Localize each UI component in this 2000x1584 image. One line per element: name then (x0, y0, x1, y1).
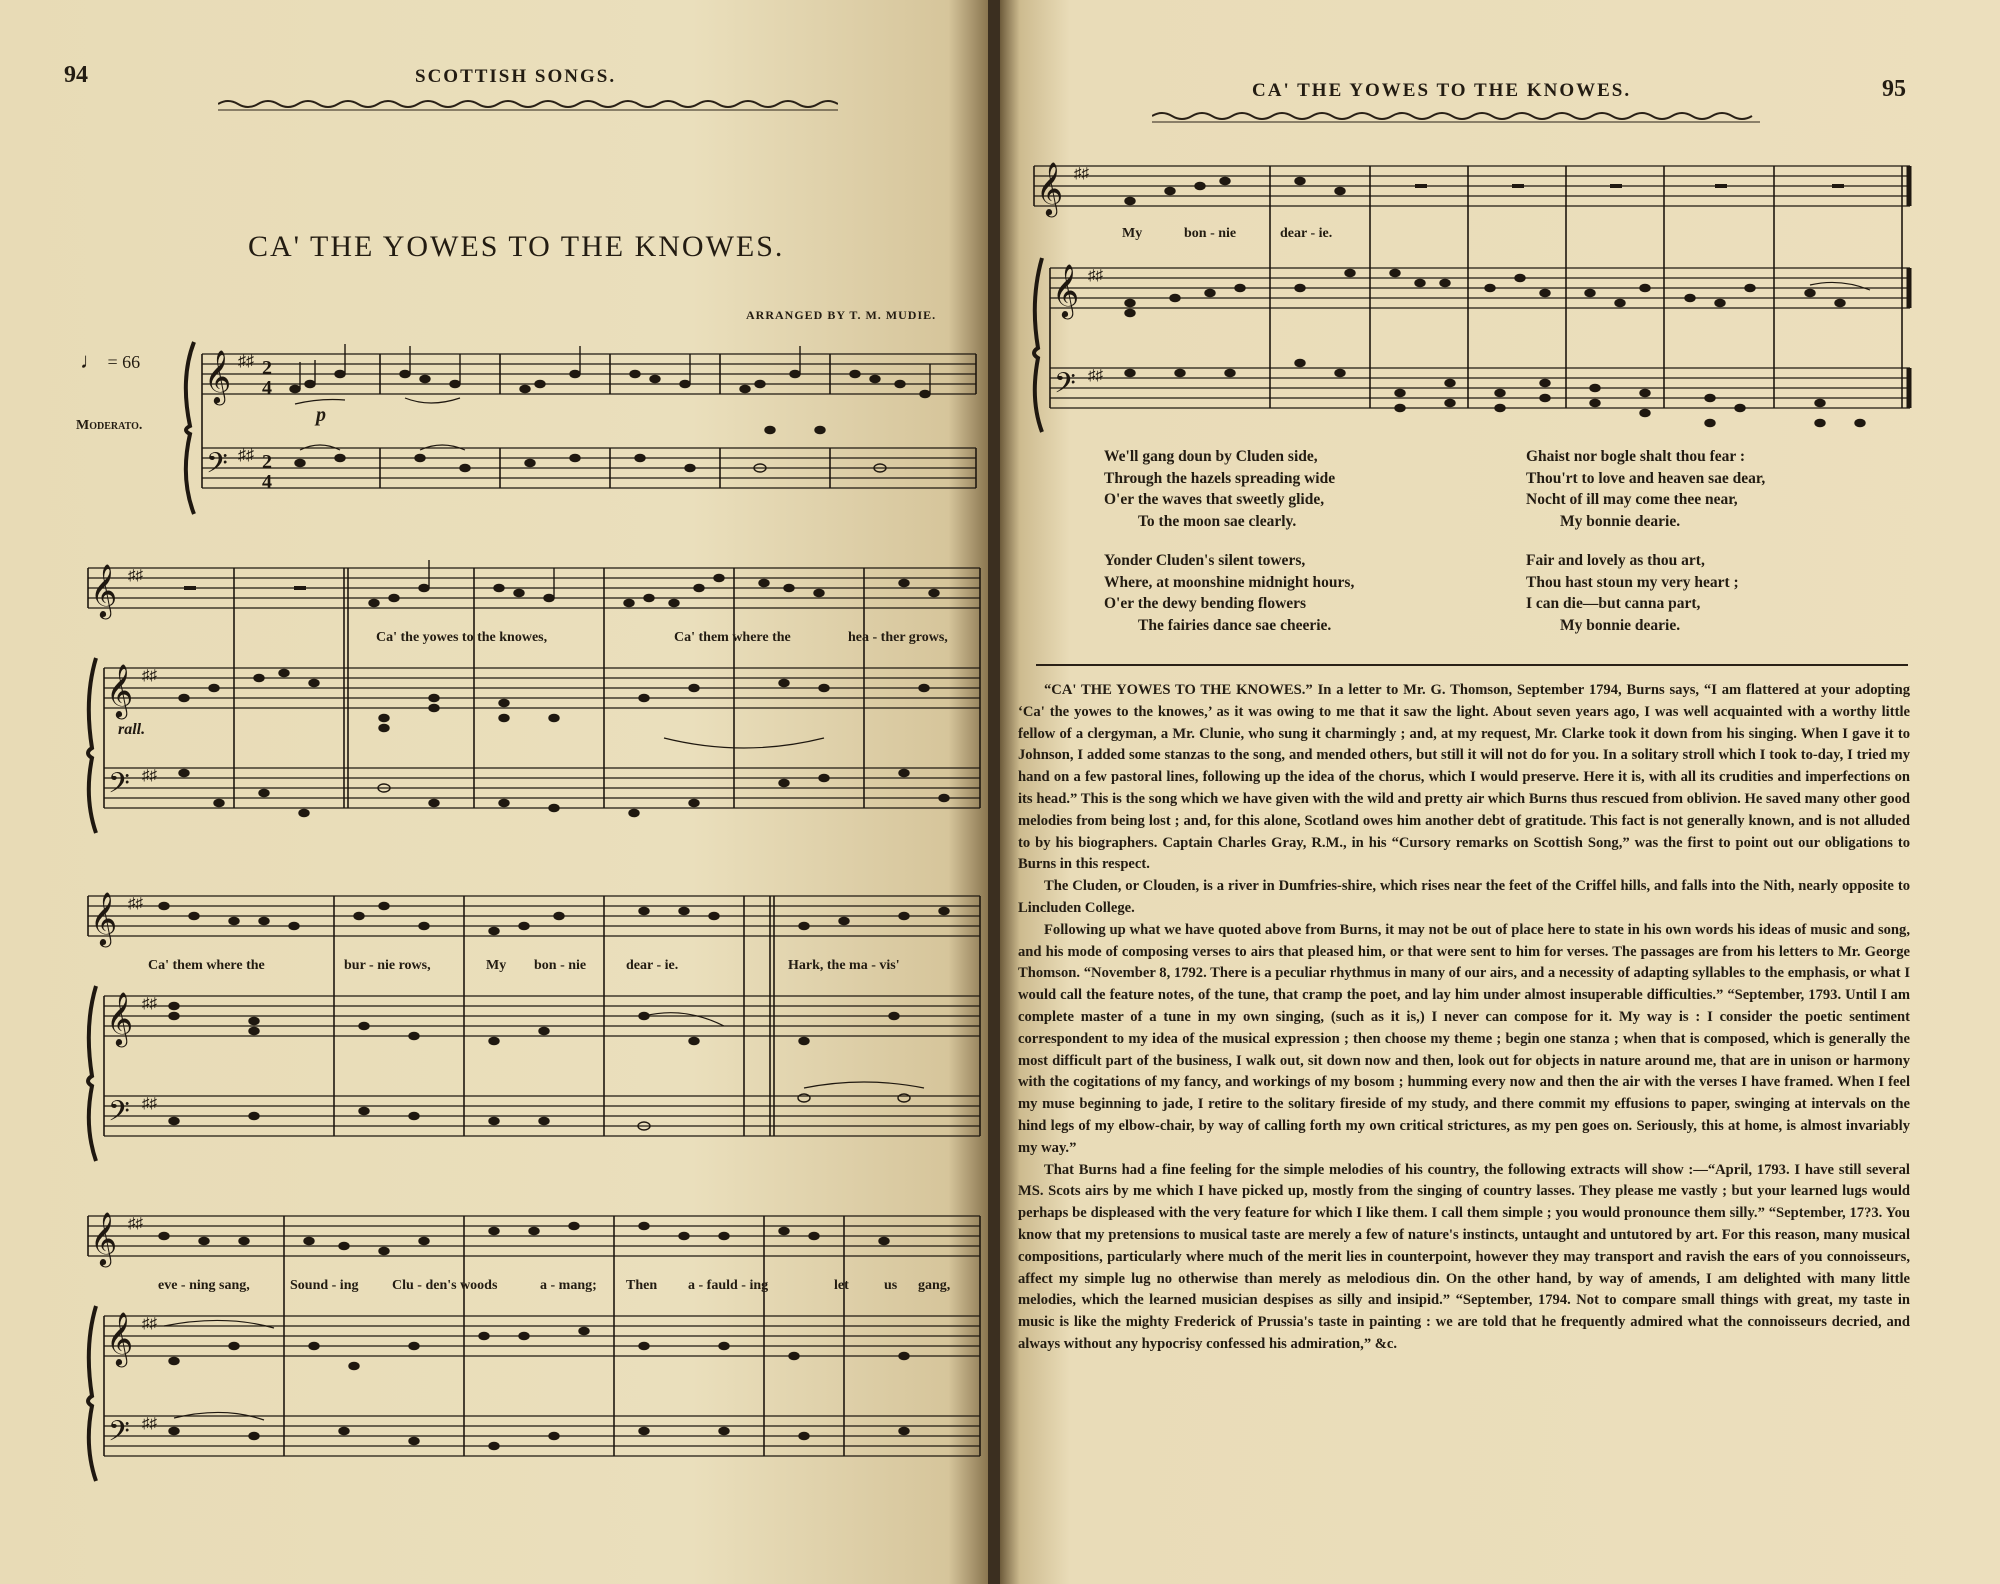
lyric-line: bur - nie rows, (344, 958, 431, 973)
metronome-marking: ♩ = 66 (80, 348, 141, 373)
bass-staff (202, 448, 976, 488)
lyric-line: Hark, the ma - vis' (788, 958, 900, 973)
svg-text:♯♯: ♯♯ (128, 568, 143, 584)
svg-text:2: 2 (262, 451, 272, 473)
lyric-line: Sound - ing (290, 1278, 359, 1293)
running-head: SCOTTISH SONGS. (415, 66, 617, 87)
lyric-line: Ca' them where the (148, 958, 265, 973)
book-gutter (988, 0, 1000, 1584)
page-number: 94 (64, 62, 88, 88)
key-signature: ♯♯ (238, 353, 254, 370)
svg-text:4: 4 (262, 377, 272, 399)
brace (1034, 258, 1042, 432)
bass-clef-icon: 𝄢 (206, 447, 228, 487)
left-page (0, 0, 988, 1584)
bass-clef-icon: 𝄢 (108, 1095, 130, 1135)
lyric-line: bon - nie (534, 958, 587, 973)
verse-column-right (1526, 446, 1906, 636)
verse-stanza: We'll gang doun by Cluden side, Through the hazels spreading wide O'er the waves that sweetly glide, To the moon sae clearly. (1104, 448, 1336, 530)
treble-clef-icon: 𝄞 (106, 663, 134, 717)
svg-text:♯♯: ♯♯ (142, 996, 157, 1012)
key-signature: ♯♯ (238, 447, 254, 464)
brace (88, 986, 96, 1161)
svg-text:♯♯: ♯♯ (1088, 368, 1103, 384)
time-signature: 2 (262, 357, 272, 379)
lyric-line: a - mang; (540, 1278, 597, 1293)
brace (88, 658, 96, 833)
commentary-paragraph: Following up what we have quoted above from Burns, it may not be out of place here to state in his own words his ideas of music and song, and his mode of composing verses to airs that pleased him, or that were sent to him for verses. The passages are from his letters to Mr. George Thomson. “November 8, 1792. There is a peculiar rhythmus in many of our airs, and a necessity of adapting syllables to the emphasis, or what I would call the feature notes, of the tune, that cramp the poet, and lay him under almost insuperable difficulties.” “September, 1793. Until I am complete master of a tune in my own singing, (such as it is,) I never can compose for it. My way is : I consider the poetic sentiment correspondent to my idea of the musical expression ; then choose my theme ; begin one stanza ; when that is composed, which is generally the most difficult part of the business, I walk out, sit down now and then, look out for objects in nature around me, that are in unison or harmony with the cogitations of my fancy, and workings of my bosom ; humming every now and then the air with the verses I have framed. When I feel my muse beginning to jade, I retire to the solitary fireside of my study, and there commit my effusions to paper, swinging at intervals on the hind legs of my elbow-chair, by way of calling forth my own critical strictures, as my pen goes on. Seriously, this at home, is almost invariably my way.” (1018, 921, 1910, 1156)
svg-text:♯♯: ♯♯ (142, 668, 157, 684)
brace (88, 1306, 96, 1481)
commentary-text (1018, 680, 1910, 1356)
arranger-credit: ARRANGED BY T. M. MUDIE. (746, 308, 937, 322)
decorative-rule (1152, 110, 1760, 124)
commentary-paragraph: The Cluden, or Clouden, is a river in Dumfries-shire, which rises near the feet of the Criffel hills, and falls into the Nith, nearly opposite to Lincluden College. (1018, 878, 1910, 916)
music-system-4 (84, 1196, 984, 1486)
lyric-line: hea - ther grows, (848, 630, 948, 645)
voice-staff (88, 568, 980, 608)
lyric-line: Clu - den's woods (392, 1278, 498, 1293)
svg-text:♯♯: ♯♯ (142, 768, 157, 784)
dynamic-marking: p (316, 404, 326, 426)
treble-clef-icon: 𝄞 (90, 1211, 118, 1265)
tempo-marking: Moderato. (76, 418, 143, 433)
treble-clef-icon: 𝄞 (204, 349, 232, 403)
svg-text:4: 4 (262, 471, 272, 493)
lyric-line: Ca' the yowes to the knowes, (376, 630, 548, 645)
treble-clef-icon: 𝄞 (90, 563, 118, 617)
lyric-line: us (884, 1278, 898, 1293)
barlines (1034, 166, 1902, 408)
section-divider (1036, 664, 1908, 666)
lyric-line: dear - ie. (1280, 226, 1333, 241)
lyric-line: Ca' them where the (674, 630, 791, 645)
lyric-line: Then (626, 1278, 658, 1293)
quarter-note-icon: ♩ (80, 348, 102, 373)
commentary-paragraph: “CA' THE YOWES TO THE KNOWES.” In a letter to Mr. G. Thomson, September 1794, Burns says, “I am flattered at your adopting ‘Ca' the yowes to the knowes,’ as it was owing to me that it saw the light. About seven years ago, I was well acquainted with a worthy little fellow of a clergyman, a Mr. Clunie, who sung it charmingly ; and, at my request, Mr. Clarke took it down from his singing. When I gave it to Johnson, I added some stanzas to the song, and mended others, but still it will not do for you. In a solitary stroll which I took to-day, I tried my hand on a few pastoral lines, following up the idea of the chorus, which I would preserve. Here it is, with all its crudities and imperfections on its head.” This is the song which we have given with the wild and pretty air which Burns thus rescued from oblivion. He saved many other good melodies from being lost ; and, for this alone, Scotland owes him another debt of gratitude. This fact is not generally known, and is not alluded to by his biographers. Captain Charles Gray, R.M., in his “Cursory remarks on Scottish Song,” was the first to point out our obligations to Burns in this respect. (1018, 682, 1910, 873)
verse-column-left (1104, 446, 1484, 636)
bass-clef-icon: 𝄢 (108, 1415, 130, 1455)
music-system-5 (1020, 140, 1920, 440)
right-page (1000, 0, 2000, 1584)
music-system-3 (84, 876, 984, 1166)
verse-stanza: Ghaist nor bogle shalt thou fear : Thou'rt to love and heaven sae dear, Nocht of ill may come thee near, My bonnie dearie. (1526, 448, 1766, 530)
page-number: 95 (1882, 76, 1906, 102)
lyric-line: My (1122, 226, 1143, 241)
svg-text:♯♯: ♯♯ (142, 1096, 157, 1112)
music-system-2 (84, 548, 984, 838)
lyric-line: dear - ie. (626, 958, 679, 973)
treble-clef-icon: 𝄞 (106, 1311, 134, 1365)
running-head: CA' THE YOWES TO THE KNOWES. (1252, 80, 1632, 101)
commentary-paragraph: That Burns had a fine feeling for the simple melodies of his country, the following extracts will show :—“April, 1793. I have still several MS. Scots airs by me which I have picked up, mostly from the singing of country lasses. They please me vastly ; but your learned lugs would perhaps be displeased with the very feature for which I like them. I call them simple ; you would pronounce them silly.” “September, 17?3. You know that my pretensions to musical taste are merely a few of nature's instincts, untaught and untutored by art. For this reason, many musical compositions, particularly where much of the merit lies in counterpoint, however they may transport and ravish the ears of you connoisseurs, affect my simple lug no otherwise than merely as melodious din. On the other hand, by way of amends, I am delighted with many little melodies, which the learned musician despises as silly and insipid.” “September, 1794. Not to compare small things with great, my taste in music is like the mighty Frederick of Prussia's taste in painting : we are told that he frequently admired what the connoisseurs decried, and always without any hypocrisy confessed his admiration,” &c. (1018, 1161, 1910, 1352)
lyric-line: bon - nie (1184, 226, 1237, 241)
treble-clef-icon: 𝄞 (106, 991, 134, 1045)
verse-stanza: Yonder Cluden's silent towers, Where, at moonshine midnight hours, O'er the dewy bending flowers The fairies dance sae cheerie. (1104, 552, 1355, 634)
treble-clef-icon: 𝄞 (1036, 161, 1064, 215)
lyric-line: let (834, 1278, 849, 1293)
music-system-1 (180, 338, 980, 518)
svg-text:♯♯: ♯♯ (142, 1316, 157, 1332)
song-title: CA' THE YOWES TO THE KNOWES. (248, 230, 785, 263)
verse-stanza: Fair and lovely as thou art, Thou hast stoun my very heart ; I can die—but canna part, My bonnie dearie. (1526, 552, 1739, 634)
svg-text:♯♯: ♯♯ (128, 1216, 143, 1232)
lyric-line: My (486, 958, 507, 973)
svg-text:♯♯: ♯♯ (128, 896, 143, 912)
piano-treble-staff (104, 668, 980, 708)
treble-clef-icon: 𝄞 (1052, 263, 1080, 317)
bass-clef-icon: 𝄢 (1054, 367, 1076, 407)
bass-clef-icon: 𝄢 (108, 767, 130, 807)
piano-bass-staff (104, 768, 980, 808)
lyric-line: eve - ning sang, (158, 1278, 250, 1293)
lyric-line: gang, (918, 1278, 951, 1293)
svg-text:♯♯: ♯♯ (1088, 268, 1103, 284)
svg-text:♯♯: ♯♯ (142, 1416, 157, 1432)
treble-clef-icon: 𝄞 (90, 891, 118, 945)
decorative-rule (218, 98, 838, 112)
lyric-line: a - fauld - ing (688, 1278, 769, 1293)
rall-marking: rall. (118, 721, 146, 738)
notes (1125, 177, 1865, 426)
brace (186, 342, 194, 514)
svg-text:♯♯: ♯♯ (1074, 166, 1089, 182)
